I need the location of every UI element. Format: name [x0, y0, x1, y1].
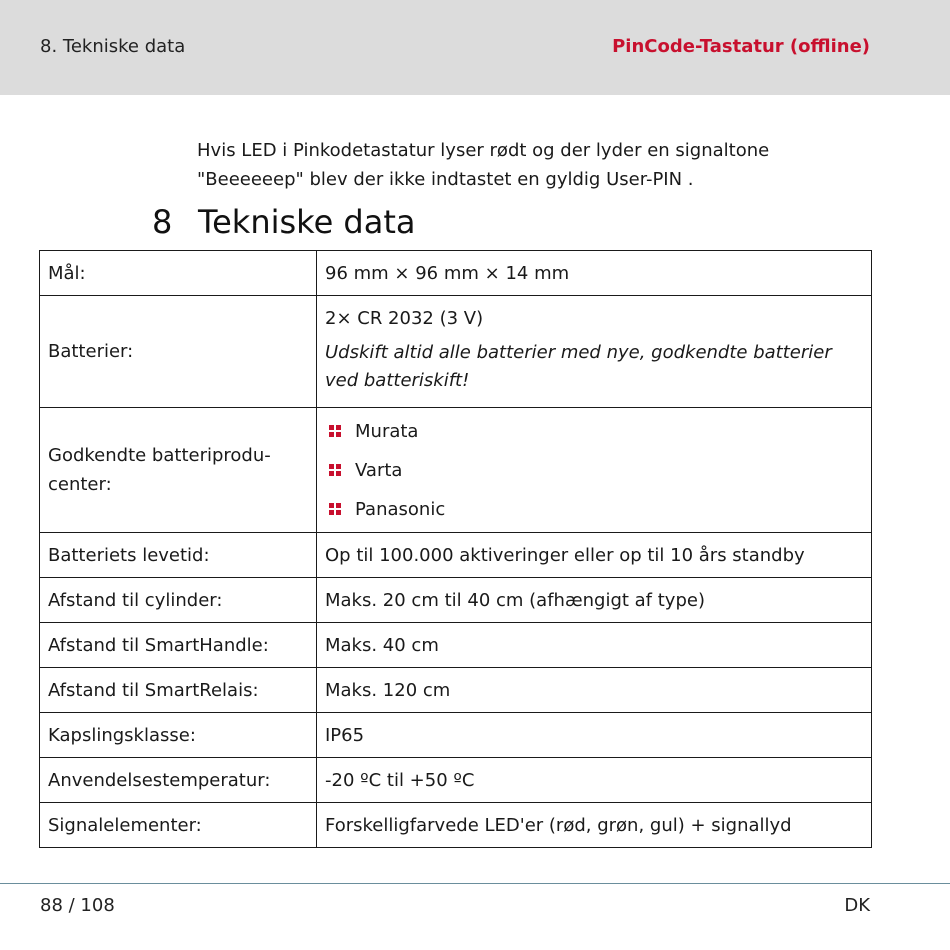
table-row [40, 713, 872, 758]
spec-label-signals: Signalelementer: [40, 803, 317, 848]
red-square-bullet-icon [329, 425, 341, 437]
table-row [40, 578, 872, 623]
spec-label-dimensions: Mål: [40, 251, 317, 296]
list-item [325, 490, 863, 529]
manufacturer-name: Panasonic [355, 498, 446, 520]
spec-label-manufacturers: Godkendte batteriprodu-center: [40, 408, 317, 533]
spec-value-smarthandle: Maks. 40 cm [317, 623, 872, 668]
battery-type: 2× CR 2032 (3 V) [325, 308, 484, 329]
spec-label-smarthandle: Afstand til SmartHandle: [40, 623, 317, 668]
spec-value-temperature: -20 ºC til +50 ºC [317, 758, 872, 803]
spec-label-temperature: Anvendelsestemperatur: [40, 758, 317, 803]
spec-label-smartrelais: Afstand til SmartRelais: [40, 668, 317, 713]
red-square-bullet-icon [329, 464, 341, 476]
spec-value-manufacturers [317, 408, 872, 533]
page-number: 88 / 108 [40, 895, 115, 916]
intro-line-1: Hvis LED i Pinkodetastatur lyser rødt og der lyder en signaltone [197, 140, 770, 161]
list-item [325, 412, 863, 451]
header-product-name: PinCode-Tastatur (offline) [612, 36, 870, 57]
table-row [40, 408, 872, 533]
red-square-bullet-icon [329, 503, 341, 515]
spec-label-enclosure: Kapslingsklasse: [40, 713, 317, 758]
spec-label-batteries: Batterier: [40, 296, 317, 408]
header-section-title: 8. Tekniske data [40, 36, 186, 57]
table-row [40, 251, 872, 296]
intro-line-2: "Beeeeeep" blev der ikke indtastet en gyldig User-PIN . [197, 169, 694, 190]
spec-value-enclosure: IP65 [317, 713, 872, 758]
spec-value-smartrelais: Maks. 120 cm [317, 668, 872, 713]
table-row [40, 296, 872, 408]
table-row [40, 758, 872, 803]
language-code: DK [844, 895, 870, 916]
table-row [40, 623, 872, 668]
list-item [325, 451, 863, 490]
spec-value-dimensions: 96 mm × 96 mm × 14 mm [317, 251, 872, 296]
spec-label-lifetime: Batteriets levetid: [40, 533, 317, 578]
page-header [0, 0, 950, 95]
section-heading-text: Tekniske data [198, 203, 416, 241]
footer-divider [0, 883, 950, 884]
table-row [40, 668, 872, 713]
table-row [40, 803, 872, 848]
section-number: 8 [152, 203, 173, 241]
intro-paragraph [197, 136, 837, 194]
table-row [40, 533, 872, 578]
specs-table [39, 250, 872, 848]
manufacturer-list [325, 412, 863, 529]
spec-value-signals: Forskelligfarvede LED'er (rød, grøn, gul) + signallyd [317, 803, 872, 848]
manufacturer-name: Murata [355, 420, 419, 442]
spec-value-batteries [317, 296, 872, 408]
manufacturer-name: Varta [355, 459, 403, 481]
spec-value-cylinder: Maks. 20 cm til 40 cm (afhængigt af type) [317, 578, 872, 623]
battery-note: Udskift altid alle batterier med nye, godkendte batterier ved batteriskift! [325, 342, 832, 391]
spec-value-lifetime: Op til 100.000 aktiveringer eller op til 10 års standby [317, 533, 872, 578]
section-heading [152, 203, 416, 241]
spec-label-cylinder: Afstand til cylinder: [40, 578, 317, 623]
